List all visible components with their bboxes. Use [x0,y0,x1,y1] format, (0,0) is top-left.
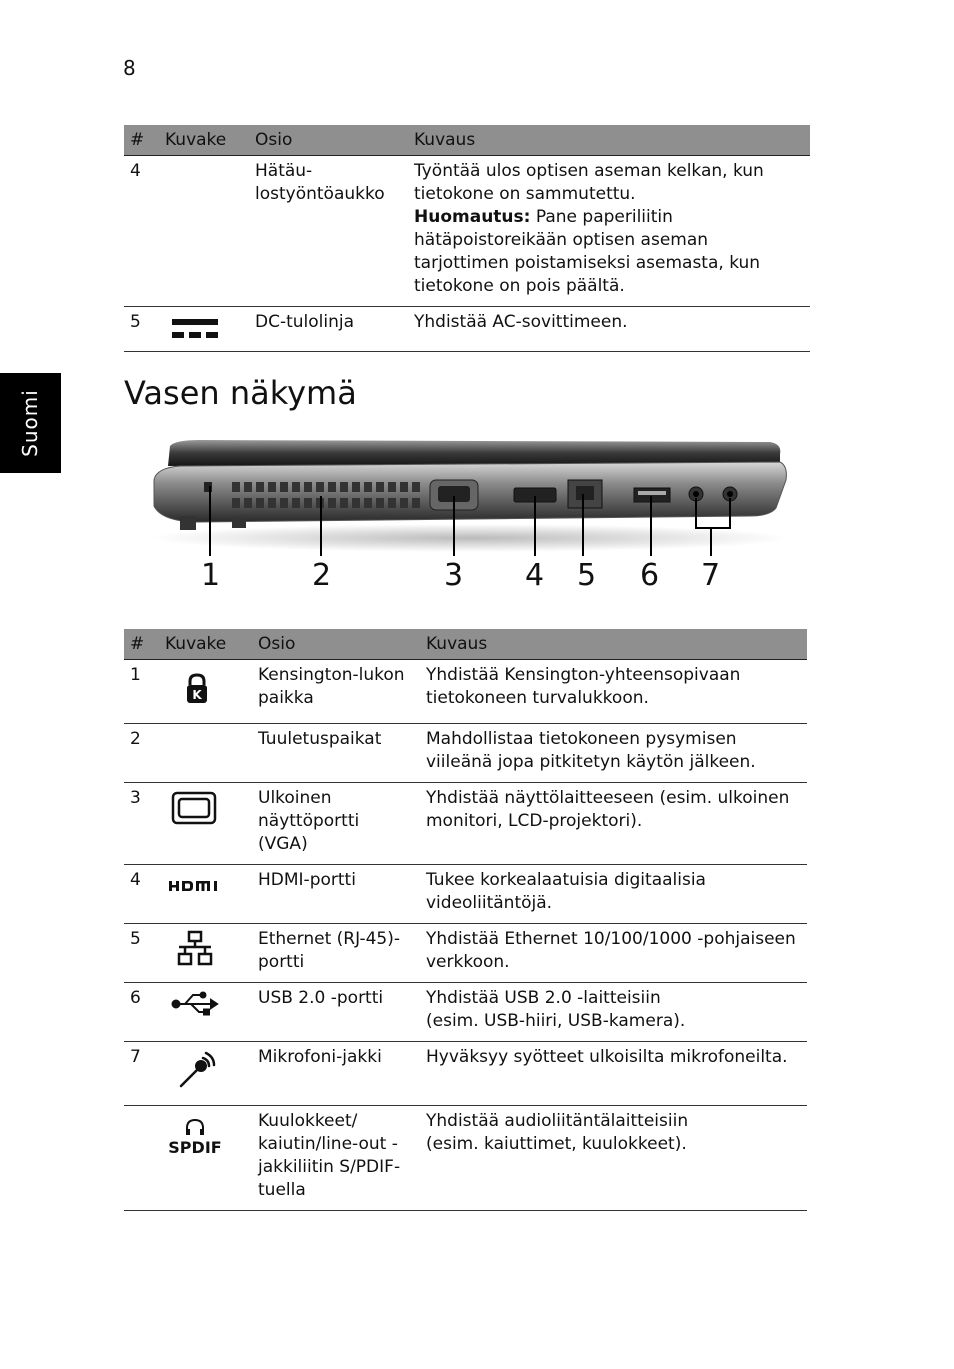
callout-4: 4 [525,558,545,593]
row-part: Mikrofoni-jakki [252,1042,420,1106]
row-num: 5 [124,307,159,352]
row-desc: Yhdistää USB 2.0 -laitteisiin (esim. USB-hiiri, USB-kamera). [420,983,807,1042]
header-num: # [124,629,159,660]
row-num: 3 [124,783,159,865]
row-desc: Yhdistää audioliitäntälaitteisiin (esim. kaiuttimet, kuulokkeet). [420,1106,807,1211]
table-row [124,983,807,1042]
headphones-icon [184,1118,206,1136]
callout-6: 6 [640,558,660,593]
row-num: 7 [124,1042,159,1106]
row-part: USB 2.0 -portti [252,983,420,1042]
row-num: 2 [124,724,159,783]
row-part: Hätäu- lostyöntöaukko [249,156,408,307]
header-desc: Kuvaus [420,629,807,660]
table-row [124,783,807,865]
row-num: 5 [124,924,159,983]
language-side-tab [0,373,61,473]
section-title: Vasen näkymä [124,374,357,412]
row-desc: Yhdistää Kensington-yhteensopivaan tietokoneen turvalukkoon. [420,660,807,724]
vga-monitor-icon [171,791,217,827]
callout-5: 5 [577,558,597,593]
row-num: 4 [124,865,159,924]
callout-3: 3 [444,558,464,593]
table-row [124,307,810,352]
row-icon [159,724,252,783]
page-number: 8 [123,56,136,80]
hdmi-icon [167,877,227,897]
microphone-icon [175,1050,221,1092]
table-row [124,660,807,724]
left-view-components-table [124,629,807,1211]
laptop-left-view-illustration [140,436,800,560]
row-desc: Yhdistää AC-sovittimeen. [408,307,810,352]
row-desc-text: Työntää ulos optisen aseman kelkan, kun tietokone on sammutettu. [414,161,764,204]
callout-7: 7 [701,558,721,593]
row-num: 4 [124,156,159,307]
callout-1: 1 [201,558,221,593]
row-part: DC-tulolinja [249,307,408,352]
header-icon: Kuvake [159,125,249,156]
row-desc: Hyväksyy syötteet ulkoisilta mikrofoneilta. [420,1042,807,1106]
row-num [124,1106,159,1211]
row-note [414,206,804,298]
note-label: Huomautus: [414,207,531,227]
row-desc: Tukee korkealaatuisia digitaalisia videoliitäntöjä. [420,865,807,924]
callout-2: 2 [312,558,332,593]
language-label: Suomi [18,389,42,457]
table-row [124,156,810,307]
dc-in-icon [170,315,222,343]
table-row [124,924,807,983]
row-part: HDMI-portti [252,865,420,924]
row-desc [408,156,810,307]
row-part: Ulkoinen näyttöportti (VGA) [252,783,420,865]
headphones-spdif-icon [165,1118,225,1160]
row-part: Tuuletuspaikat [252,724,420,783]
row-desc: Yhdistää näyttölaitteeseen (esim. ulkoinen monitori, LCD-projektori). [420,783,807,865]
table-header-row [124,629,807,660]
table-row [124,1106,807,1211]
row-num: 6 [124,983,159,1042]
header-part: Osio [252,629,420,660]
header-desc: Kuvaus [408,125,810,156]
header-num: # [124,125,159,156]
ethernet-network-icon [175,930,215,968]
components-table-continued [124,125,810,352]
row-part: Kuulokkeet/ kaiutin/line-out - jakkiliitin S/PDIF- tuella [252,1106,420,1211]
spdif-label: SPDIF [168,1138,222,1157]
row-part: Ethernet (RJ-45)-portti [252,924,420,983]
table-row [124,724,807,783]
usb-icon [171,991,223,1017]
svg-text:K: K [192,688,202,702]
row-desc: Yhdistää Ethernet 10/100/1000 -pohjaiseen verkkoon. [420,924,807,983]
table-header-row [124,125,810,156]
header-part: Osio [249,125,408,156]
header-icon: Kuvake [159,629,252,660]
note-text: Pane paperiliitin hätäpoistoreikään optisen aseman tarjottimen poistamiseksi asemasta, kun tietokone on pois päältä. [414,207,761,296]
row-num: 1 [124,660,159,724]
kensington-lock-icon [182,672,212,706]
table-row [124,1042,807,1106]
row-part: Kensington-lukon paikka [252,660,420,724]
row-desc: Mahdollistaa tietokoneen pysymisen viileänä jopa pitkitetyn käytön jälkeen. [420,724,807,783]
table-row [124,865,807,924]
row-icon [159,156,249,307]
